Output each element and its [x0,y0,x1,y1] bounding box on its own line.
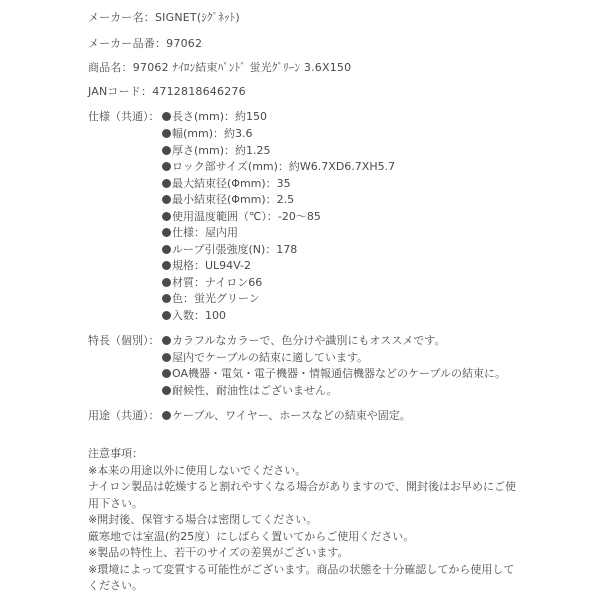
notes-line: ※本来の用途以外に使用しないでください。 [88,464,307,477]
notes-line: ※製品の特性上、若干のサイズの差異がございます。 [88,546,349,559]
spec-item: 仕様：屋内用 [162,226,238,240]
bullet-icon [162,294,171,303]
feature-item: 屋内でケーブルの結束に適しています。 [162,351,368,365]
feature-item: カラフルなカラーで、色分けや識別にもオススメです。 [162,334,445,348]
spec-item: 幅(mm)：約3.6 [162,127,253,141]
spec-item: 最小結束径(Φmm)：2.5 [162,193,294,207]
spec-item: 長さ(mm)：約150 [162,110,267,124]
spec-item: 使用温度範囲（℃）：-20～85 [162,210,321,224]
notes-line: ください。 [88,579,143,592]
usage-item: ケーブル、ワイヤー、ホースなどの結束や固定。 [162,409,411,423]
notes-line: 厳寒地では室温(約25度）にしばらく置いてからご使用ください。 [88,530,415,543]
usage-label: 用途（共通）： [88,409,160,422]
bullet-icon [162,179,171,188]
notes-line: 用下さい。 [88,497,143,510]
bullet-icon [162,195,171,204]
spec-item: 厚さ(mm)：約1.25 [162,144,271,158]
feature-item: OA機器・電気・電子機器・情報通信機器などのケーブルの結束に。 [162,367,506,381]
bullet-icon [162,278,171,287]
spec-item: ループ引張強度(N)：178 [162,243,297,257]
spec-item: 色：蛍光グリーン [162,292,260,306]
notes-line: ※環境によって変質する可能性がございます。商品の状態を十分確認してから使用して [88,563,515,576]
spec-item: 最大結束径(Φmm)：35 [162,177,291,191]
bullet-icon [162,162,171,171]
bullet-icon [162,129,171,138]
bullet-icon [162,386,171,395]
product-name: 商品名：97062 ﾅｲﾛﾝ結束ﾊﾞﾝﾄﾞ 蛍光ｸﾞﾘｰﾝ 3.6X150 [88,61,352,74]
bullet-icon [162,353,171,362]
bullet-icon [162,311,171,320]
jan-code: JANコード：4712818646276 [88,85,246,98]
bullet-icon [162,336,171,345]
maker-name: メーカー名：SIGNET(ｼｸﾞﾈｯﾄ) [88,11,240,24]
bullet-icon [162,146,171,155]
bullet-icon [162,228,171,237]
spec-item: 入数：100 [162,309,226,323]
bullet-icon [162,212,171,221]
notes-title: 注意事項： [88,447,143,460]
bullet-icon [162,411,171,420]
spec-item: 規格：UL94V-2 [162,259,251,273]
bullet-icon [162,369,171,378]
bullet-icon [162,112,171,121]
notes-line: ※開封後、保管する場合は密閉してください。 [88,513,318,526]
spec-label: 仕様（共通）： [88,110,160,123]
feature-item: 耐候性、耐油性はございません。 [162,384,338,398]
spec-item: 材質：ナイロン66 [162,276,262,290]
spec-item: ロック部サイズ(mm)：約W6.7XD6.7XH5.7 [162,160,395,174]
bullet-icon [162,245,171,254]
bullet-icon [162,261,171,270]
features-label: 特長（個別）： [88,334,160,347]
maker-part-number: メーカー品番：97062 [88,37,203,50]
notes-line: ナイロン製品は乾燥すると割れやすくなる場合がありますので、開封後はお早めにご使 [88,480,517,493]
